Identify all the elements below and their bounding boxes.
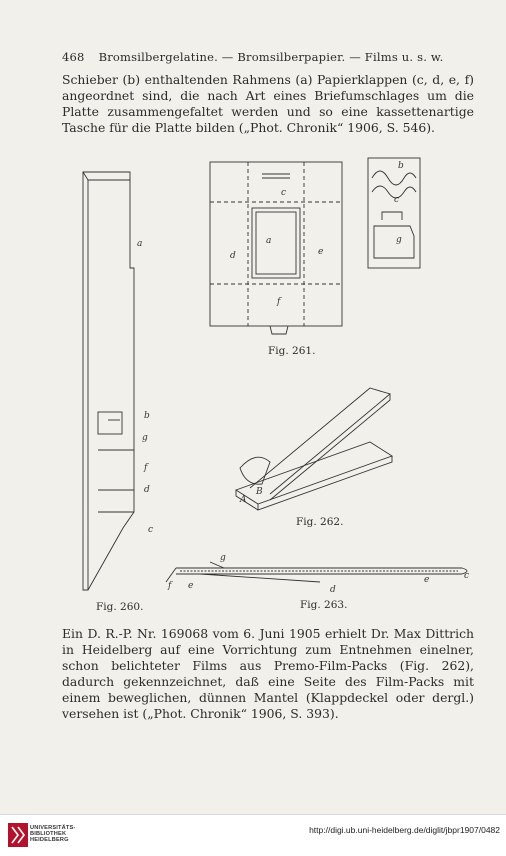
fig261-label-a: a (266, 236, 272, 246)
paragraph-bottom: Ein D. R.-P. Nr. 169068 vom 6. Juni 1905 erhielt Dr. Max Dittrich in Heidelberg auf eine Vorrichtung zum Entnehmen einelner, schon belichteter Films aus Premo-Film-Packs (Fig. 262), dadurch gekennzeichnet, daß eine Seite des Film-Packs mit einem beweglichen, dünnen Mantel (Klappdeckel oder dergl.) versehen ist („Phot. Chronik“ 1906, S. 393). (62, 626, 474, 721)
fig260-label-a: a (137, 239, 143, 249)
fig263-label-e2: e (424, 575, 430, 585)
page-url-link[interactable]: http://digi.ub.uni-heidelberg.de/diglit/jbpr1907/0482 (309, 825, 500, 835)
library-emblem-icon (8, 823, 28, 847)
running-title: Bromsilbergelatine. — Bromsilberpapier. — Films u. s. w. (98, 50, 444, 64)
fig263-label-g: g (220, 553, 226, 563)
fig-260-caption: Fig. 260. (96, 601, 144, 613)
running-header (62, 50, 470, 64)
fig261-label-d: d (230, 251, 236, 261)
fig-261-drawing (210, 158, 420, 334)
fig263-label-f: f (168, 581, 172, 591)
fig260-label-c: c (148, 525, 154, 535)
fig263-label-e: e (188, 581, 194, 591)
fig260-label-b: b (144, 411, 150, 421)
figures-illustration (0, 150, 506, 620)
fig261-label-b: b (398, 161, 404, 171)
fig-261-caption: Fig. 261. (268, 345, 316, 357)
viewer-footer (0, 814, 506, 856)
library-name: UNIVERSITÄTS-BIBLIOTHEK HEIDELBERG (30, 825, 76, 844)
fig261-label-f: f (277, 297, 281, 307)
university-library-logo (8, 823, 28, 851)
fig261-label-g: g (396, 235, 402, 245)
fig263-label-d: d (330, 585, 336, 595)
fig260-label-f: f (144, 463, 148, 473)
fig-263-caption: Fig. 263. (300, 599, 348, 611)
fig261-label-c2: c (394, 195, 400, 205)
fig-262-caption: Fig. 262. (296, 516, 344, 528)
fig-263-drawing (166, 562, 470, 582)
fig262-label-B: B (256, 487, 263, 497)
paragraph-top: Schieber (b) enthaltenden Rahmens (a) Papierklappen (c, d, e, f) angeordnet sind, die nach Art eines Briefumschlages um die Platte zusammengefaltet werden und so eine kassettenartige Tasche für die Platte bilden („Phot. Chronik“ 1906, S. 546). (62, 72, 474, 135)
fig263-label-c: c (464, 571, 470, 581)
fig260-label-d: d (144, 485, 150, 495)
fig260-label-g: g (142, 433, 148, 443)
fig261-label-c: c (281, 188, 287, 198)
fig-260-drawing (83, 172, 134, 590)
fig261-label-e: e (318, 247, 324, 257)
fig262-label-A: A (240, 495, 247, 505)
page-number: 468 (62, 50, 85, 64)
